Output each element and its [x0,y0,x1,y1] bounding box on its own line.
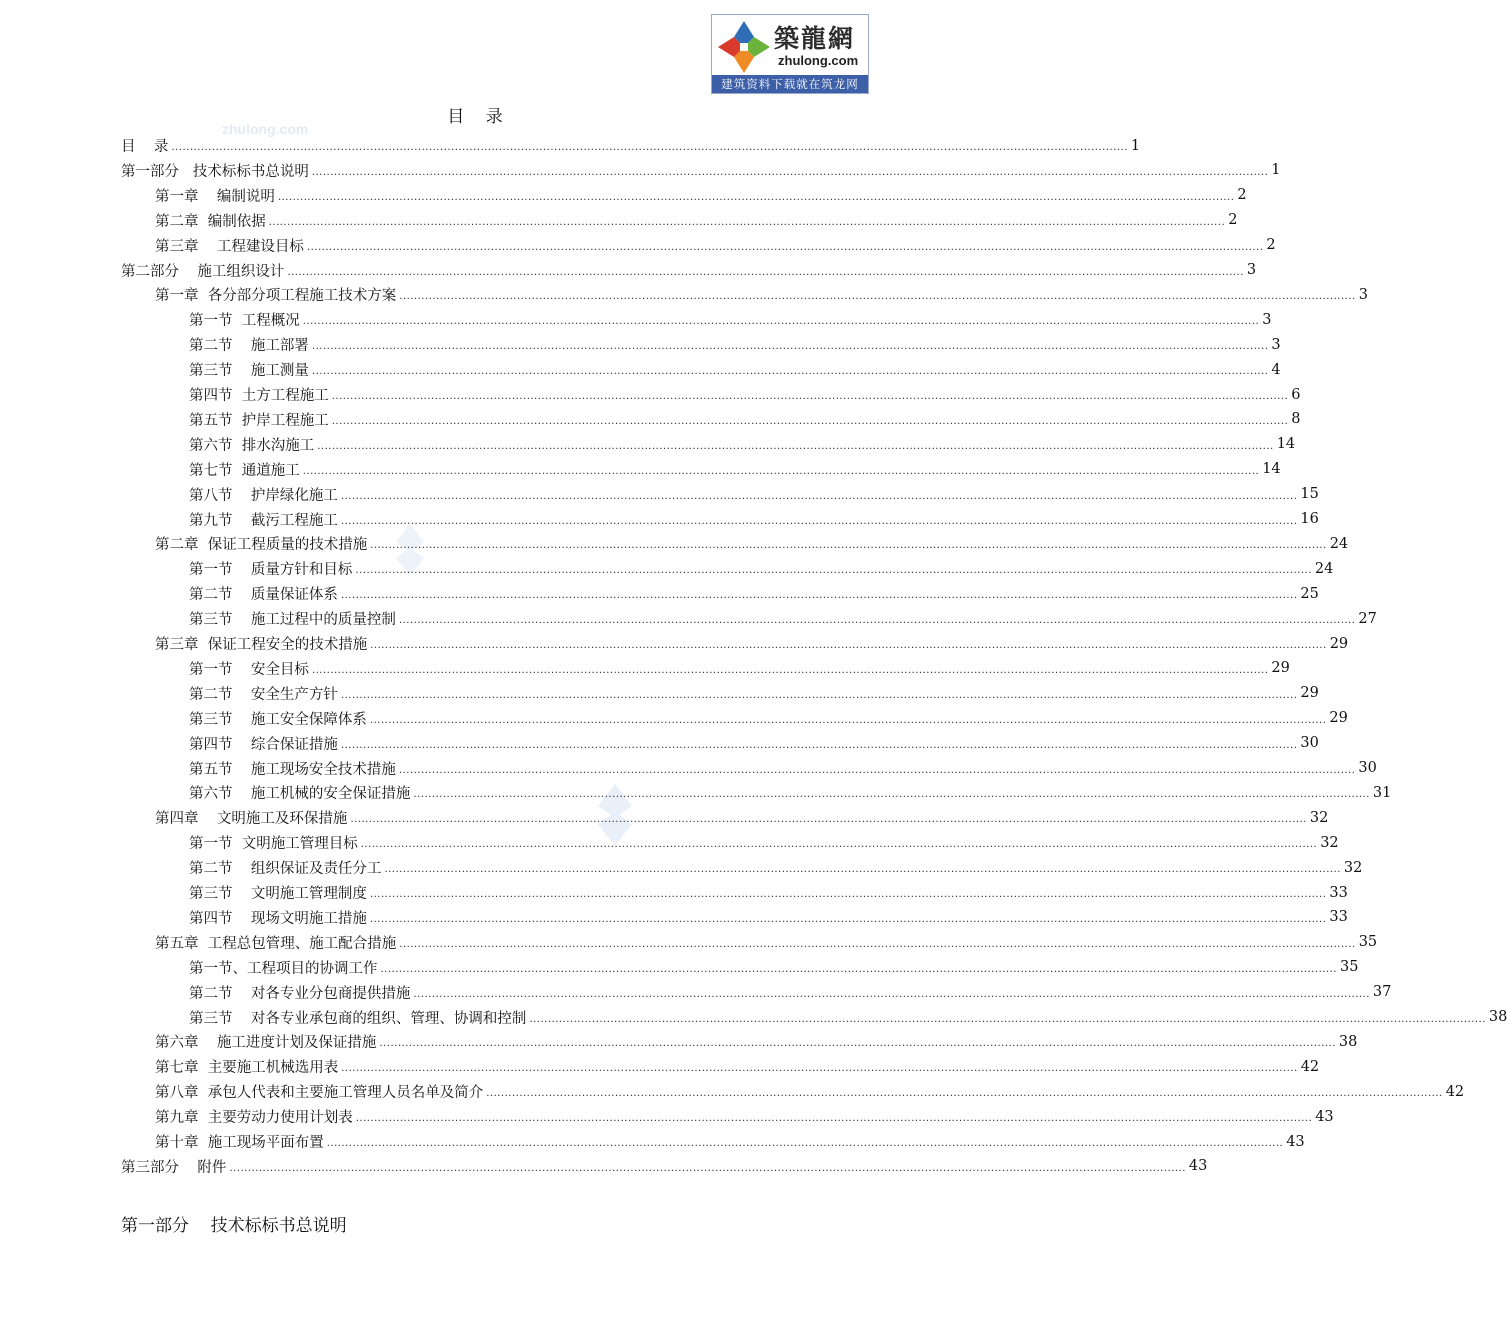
toc-entry-label: 第九节 截污工程施工 [189,512,338,529]
toc-leader-dots: .................................................................................................................................................................................................................................................................... [355,565,1312,577]
toc-entry[interactable] [155,805,1329,830]
toc-entry-page: 4 [1271,361,1281,378]
toc-entry-page: 38 [1338,1033,1358,1050]
toc-entry-label: 第九章 主要劳动力使用计划表 [155,1110,353,1127]
toc-entry-label: 第七章 主要施工机械选用表 [155,1060,339,1077]
toc-entry-page: 6 [1291,386,1301,403]
toc-entry[interactable] [155,631,1349,656]
toc-leader-dots: .................................................................................................................................................................................................................................................................... [331,415,1289,427]
toc-entry-page: 42 [1300,1058,1320,1075]
toc-leader-dots: .................................................................................................................................................................................................................................................................... [413,789,1370,801]
toc-leader-dots: .................................................................................................................................................................................................................................................................... [317,440,1274,452]
toc-entry[interactable] [155,183,1247,208]
toc-entry-label: 第二节 安全生产方针 [189,686,338,703]
toc-entry[interactable] [189,756,1377,781]
toc-leader-dots: .................................................................................................................................................................................................................................................................... [287,266,1244,278]
toc-leader-dots: .................................................................................................................................................................................................................................................................... [370,640,1327,651]
toc-entry[interactable] [189,955,1359,980]
toc-leader-dots: .................................................................................................................................................................................................................................................................... [369,714,1327,726]
toc-entry-label: 第二章 保证工程质量的技术措施 [155,537,368,554]
toc-entry[interactable] [189,780,1392,805]
toc-entry-page: 29 [1300,685,1319,702]
toc-leader-dots: .................................................................................................................................................................................................................................................................... [340,739,1298,751]
toc-entry-page: 3 [1358,286,1368,303]
toc-leader-dots: .................................................................................................................................................................................................................................................................... [277,191,1235,203]
toc-entry-label: 第二节 对各专业分包商提供措施 [189,985,411,1002]
toc-entry-page: 38 [1488,1009,1507,1025]
toc-entry-label: 第二节 质量保证体系 [189,587,338,604]
logo-slogan: 建筑资料下载就在筑龙网 [712,75,868,93]
toc-entry[interactable] [121,158,1281,183]
toc-entry-label: 第三节 对各专业承包商的组织、管理、协调和控制 [189,1010,527,1027]
toc-entry[interactable] [155,233,1276,258]
toc-entry[interactable] [189,382,1301,407]
toc-entry-page: 30 [1300,735,1319,752]
toc-entry-label: 第一节 工程概况 [189,313,300,330]
toc-leader-dots: .................................................................................................................................................................................................................................................................... [399,938,1356,950]
toc-title-text: 目 录 [447,107,503,127]
toc-leader-dots: .................................................................................................................................................................................................................................................................... [379,1038,1336,1050]
toc-leader-dots: .................................................................................................................................................................................................................................................................... [399,291,1356,303]
toc-leader-dots: .................................................................................................................................................................................................................................................................... [268,216,1226,228]
toc-entry-label: 第二节 施工部署 [189,338,309,355]
toc-leader-dots: .................................................................................................................................................................................................................................................................... [360,839,1318,851]
toc-entry[interactable] [189,457,1281,482]
toc-entry-page: 30 [1358,760,1377,776]
toc-entry[interactable] [189,482,1319,507]
section-heading: 第一部分 技术标标书总说明 [121,1216,347,1236]
toc-entry-label: 目 录 [121,139,169,155]
toc-leader-dots: .................................................................................................................................................................................................................................................................... [311,341,1269,353]
toc-entry[interactable] [121,1154,1208,1179]
toc-entry[interactable] [189,855,1363,880]
toc-entry[interactable] [155,1104,1334,1129]
toc-entry[interactable] [189,980,1392,1005]
toc-leader-dots: .................................................................................................................................................................................................................................................................... [306,241,1264,253]
toc-entry-page: 3 [1271,336,1281,353]
toc-entry[interactable] [189,357,1281,382]
toc-leader-dots: .................................................................................................................................................................................................................................................................... [369,889,1327,900]
toc-entry-label: 第三节 文明施工管理制度 [189,886,367,902]
toc-leader-dots: .................................................................................................................................................................................................................................................................... [340,490,1298,502]
toc-leader-dots: .................................................................................................................................................................................................................................................................... [370,540,1327,552]
toc-entry-page: 32 [1309,809,1329,826]
toc-entry-page: 3 [1262,311,1272,328]
toc-entry-page: 32 [1320,834,1339,851]
toc-entry-label: 第八章 承包人代表和主要施工管理人员名单及简介 [155,1085,484,1102]
toc-entry-page: 43 [1188,1158,1208,1175]
toc-entry-label: 第一节 安全目标 [189,661,309,678]
toc-entry-page: 1 [1130,137,1141,154]
toc-entry-page: 37 [1372,984,1392,1001]
toc-entry[interactable] [155,282,1368,307]
toc-entry-label: 第三章 工程建设目标 [155,238,304,255]
toc-entry-page: 25 [1300,585,1319,602]
toc-entry-label: 第六节 排水沟施工 [189,437,315,454]
toc-entry-page: 42 [1445,1083,1465,1100]
toc-leader-dots: .................................................................................................................................................................................................................................................................... [340,515,1298,527]
toc-entry[interactable] [155,208,1238,233]
toc-entry-label: 第四节 综合保证措施 [189,736,338,753]
toc-leader-dots: .................................................................................................................................................................................................................................................................... [302,316,1260,328]
toc-entry-label: 第二节 组织保证及责任分工 [189,861,382,878]
toc-entry[interactable] [189,905,1348,930]
toc-entry-label: 第一章 编制说明 [155,188,275,205]
toc-entry-label: 第三部分 附件 [121,1159,227,1176]
toc-entry-label: 第三章 保证工程安全的技术措施 [155,637,368,653]
toc-entry-label: 第三节 施工测量 [189,363,309,380]
toc-leader-dots: .................................................................................................................................................................................................................................................................... [369,913,1327,925]
toc-entry-page: 15 [1300,486,1319,503]
toc-entry-page: 2 [1228,212,1238,229]
toc-entry[interactable] [155,1129,1305,1154]
toc-leader-dots: .................................................................................................................................................................................................................................................................... [340,590,1298,602]
toc-leader-dots: .................................................................................................................................................................................................................................................................... [331,391,1289,402]
toc-entry[interactable] [189,681,1319,706]
toc-leader-dots: .................................................................................................................................................................................................................................................................... [311,664,1269,676]
toc-leader-dots: .................................................................................................................................................................................................................................................................... [340,689,1298,701]
toc-leader-dots: .................................................................................................................................................................................................................................................................... [398,764,1356,776]
toc-entry[interactable] [189,332,1281,357]
toc-entry-label: 第四章 文明施工及环保措施 [155,811,348,828]
toc-leader-dots: .................................................................................................................................................................................................................................................................... [529,1013,1486,1025]
toc-entry-label: 第四节 土方工程施工 [189,388,329,404]
toc-entry-page: 2 [1266,237,1276,254]
toc-entry-label: 第五节 施工现场安全技术措施 [189,761,396,778]
toc-entry-page: 27 [1358,610,1377,627]
watermark-text: zhulong.com [222,121,309,137]
toc-leader-dots: .................................................................................................................................................................................................................................................................... [326,1138,1284,1149]
toc-entry[interactable] [189,656,1290,681]
toc-leader-dots: .................................................................................................................................................................................................................................................................... [171,142,1128,153]
zhulong-logo-mark-icon [716,19,772,75]
toc-entry[interactable] [189,432,1296,457]
toc-entry[interactable] [189,606,1377,631]
toc-entry-label: 第五节 护岸工程施工 [189,412,329,429]
toc-entry[interactable] [189,407,1301,432]
toc-leader-dots: .................................................................................................................................................................................................................................................................... [302,465,1260,477]
toc-leader-dots: .................................................................................................................................................................................................................................................................... [398,615,1356,627]
toc-entry[interactable] [189,731,1319,756]
toc-entry[interactable] [189,307,1272,332]
toc-entry-page: 16 [1300,511,1319,527]
toc-entry-label: 第六章 施工进度计划及保证措施 [155,1035,377,1052]
toc-entry-page: 14 [1262,461,1281,478]
toc-leader-dots: .................................................................................................................................................................................................................................................................... [311,166,1269,178]
logo-name: 築龍網 [774,24,856,53]
toc-entry-page: 43 [1315,1108,1334,1125]
toc-entry-label: 第六节 施工机械的安全保证措施 [189,786,411,803]
toc-entry-label: 第一节、工程项目的协调工作 [189,960,378,977]
toc-entry-label: 第八节 护岸绿化施工 [189,487,338,504]
toc-entry-page: 31 [1372,784,1392,801]
toc-entry-label: 第一部分 技术标标书总说明 [121,163,309,180]
toc-leader-dots: .................................................................................................................................................................................................................................................................... [350,814,1307,826]
toc-entry-label: 第四节 现场文明施工措施 [189,910,367,927]
toc-entry[interactable] [189,556,1334,581]
toc-entry-label: 第一章 各分部分项工程施工技术方案 [155,288,397,305]
toc-entry-page: 3 [1246,262,1257,278]
toc-entry-page: 35 [1358,934,1378,951]
toc-leader-dots: .................................................................................................................................................................................................................................................................... [384,864,1341,876]
toc-entry-label: 第三节 施工过程中的质量控制 [189,612,396,629]
toc-entry[interactable] [121,258,1257,283]
toc-entry-page: 14 [1276,436,1296,453]
toc-entry[interactable] [155,930,1378,955]
toc-entry-label: 第十章 施工现场平面布置 [155,1135,324,1151]
toc-entry-label: 第七节 通道施工 [189,462,300,479]
toc-entry-label: 第二章 编制依据 [155,213,266,230]
toc-entry-page: 32 [1343,859,1363,876]
toc-entry-page: 24 [1314,560,1334,577]
toc-entry-label: 第三节 施工安全保障体系 [189,711,367,728]
toc-entry[interactable] [155,1079,1465,1104]
toc-entry-page: 1 [1271,162,1281,179]
toc-entry[interactable] [189,880,1348,905]
toc-leader-dots: .................................................................................................................................................................................................................................................................... [229,1162,1186,1174]
toc-entry-page: 24 [1329,535,1349,552]
toc-entry-label: 第一节 文明施工管理目标 [189,836,358,853]
toc-leader-dots: .................................................................................................................................................................................................................................................................... [413,988,1370,1000]
toc-entry-page: 33 [1329,884,1348,901]
toc-entry[interactable] [155,531,1349,556]
toc-entry-label: 第五章 工程总包管理、施工配合措施 [155,935,397,952]
toc-entry-page: 29 [1271,660,1290,677]
toc-title [0,102,950,127]
toc-entry[interactable] [189,507,1319,532]
toc-entry[interactable] [121,133,1141,158]
toc-entry[interactable] [189,1005,1507,1030]
logo-domain: zhulong.com [778,53,859,68]
toc-entry[interactable] [155,1029,1358,1054]
toc-entry-page: 2 [1237,187,1247,204]
toc-entry-page: 29 [1329,710,1348,727]
toc-leader-dots: .................................................................................................................................................................................................................................................................... [486,1088,1443,1100]
toc-entry-page: 29 [1329,635,1349,652]
toc-leader-dots: .................................................................................................................................................................................................................................................................... [341,1063,1298,1075]
toc-entry-page: 43 [1286,1133,1305,1150]
toc-entry[interactable] [155,1054,1320,1079]
toc-entry-label: 第一节 质量方针和目标 [189,562,353,579]
toc-entry[interactable] [189,830,1339,855]
toc-entry[interactable] [189,706,1348,731]
toc-entry-label: 第二部分 施工组织设计 [121,263,285,280]
toc-entry-page: 35 [1339,959,1359,976]
toc-entry-page: 33 [1329,909,1348,926]
toc-entry-page: 8 [1291,411,1301,428]
toc-leader-dots: .................................................................................................................................................................................................................................................................... [311,366,1269,378]
toc-leader-dots: .................................................................................................................................................................................................................................................................... [355,1113,1313,1125]
toc-leader-dots: .................................................................................................................................................................................................................................................................... [380,963,1337,975]
toc-entry[interactable] [189,581,1319,606]
zhulong-logo[interactable] [711,14,869,94]
